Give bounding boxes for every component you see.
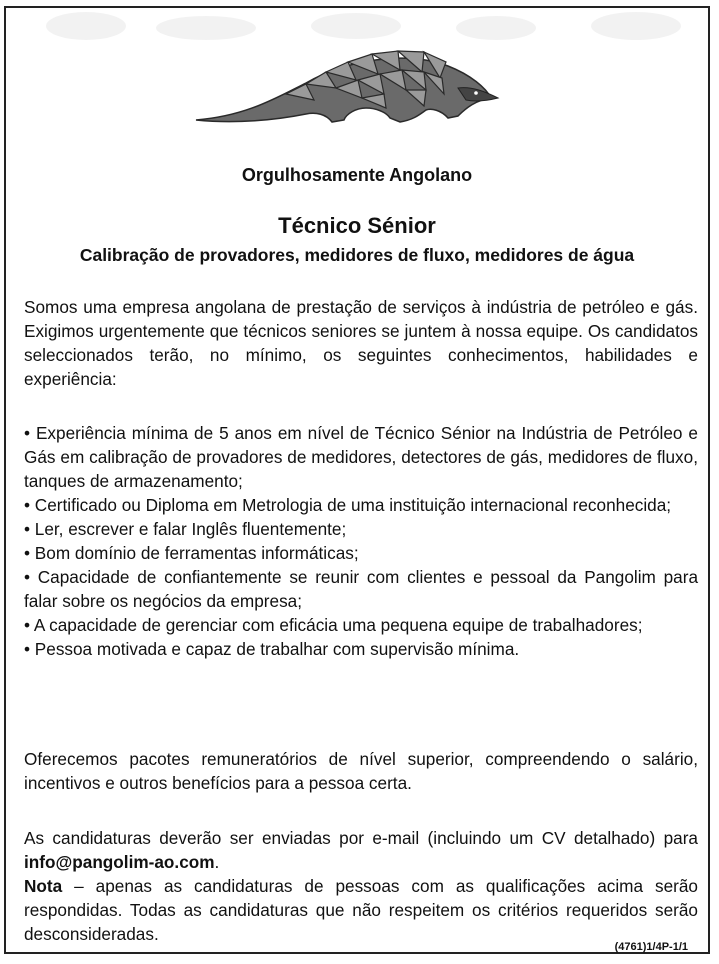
requirement-item: • Experiência mínima de 5 anos em nível de Técnico Sénior na Indústria de Petróleo e Gás em calibração de provadores de medidores, detectores de gás, medidores de fluxo, tanques de armazenamento; [24,423,698,491]
reference-code: (4761)1/4P-1/1 [614,941,688,953]
job-title: Técnico Sénior [278,213,436,238]
pangolin-logo-icon [186,38,506,138]
contact-email[interactable]: info@pangolim-ao.com [24,852,215,872]
apply-end: . [214,852,220,872]
requirement-item: • Ler, escrever e falar Inglês fluentemente; [24,519,347,539]
requirement-item: • A capacidade de gerenciar com eficácia uma pequena equipe de trabalhadores; [24,615,643,635]
tagline: Orgulhosamente Angolano [241,165,473,185]
requirement-item: • Pessoa motivada e capaz de trabalhar com supervisão mínima. [24,639,520,659]
apply-text: As candidaturas deverão ser enviadas por e-mail (incluindo um CV detalhado) para [24,828,698,848]
note-label: Nota [24,876,63,896]
requirement-item: • Capacidade de confiantemente se reunir com clientes e pessoal da Pangolim para falar sobre os negócios da empresa; [24,567,698,611]
job-subtitle: Calibração de provadores, medidores de fluxo, medidores de água [79,245,635,265]
requirement-item: • Certificado ou Diploma em Metrologia de uma instituição internacional reconhecida; [24,495,672,515]
requirements-list [24,421,698,661]
requirement-item: • Bom domínio de ferramentas informáticas; [24,543,359,563]
intro-paragraph: Somos uma empresa angolana de prestação de serviços à indústria de petróleo e gás. Exigimos urgentemente que técnicos seniores se juntem à nossa equipe. Os candidatos seleccionados terão, no mínimo, os seguintes conhecimentos, habilidades e experiência: [24,297,698,389]
offer-paragraph: Oferecemos pacotes remuneratórios de nível superior, compreendendo o salário, incentivos e outros benefícios para a pessoa certa. [24,749,698,793]
note-text: – apenas as candidaturas de pessoas com as qualificações acima serão respondidas. Todas as candidaturas que não respeitem os critérios requeridos serão desconsideradas. [24,876,698,944]
advertisement-frame [4,6,710,954]
application-paragraph [24,826,698,946]
